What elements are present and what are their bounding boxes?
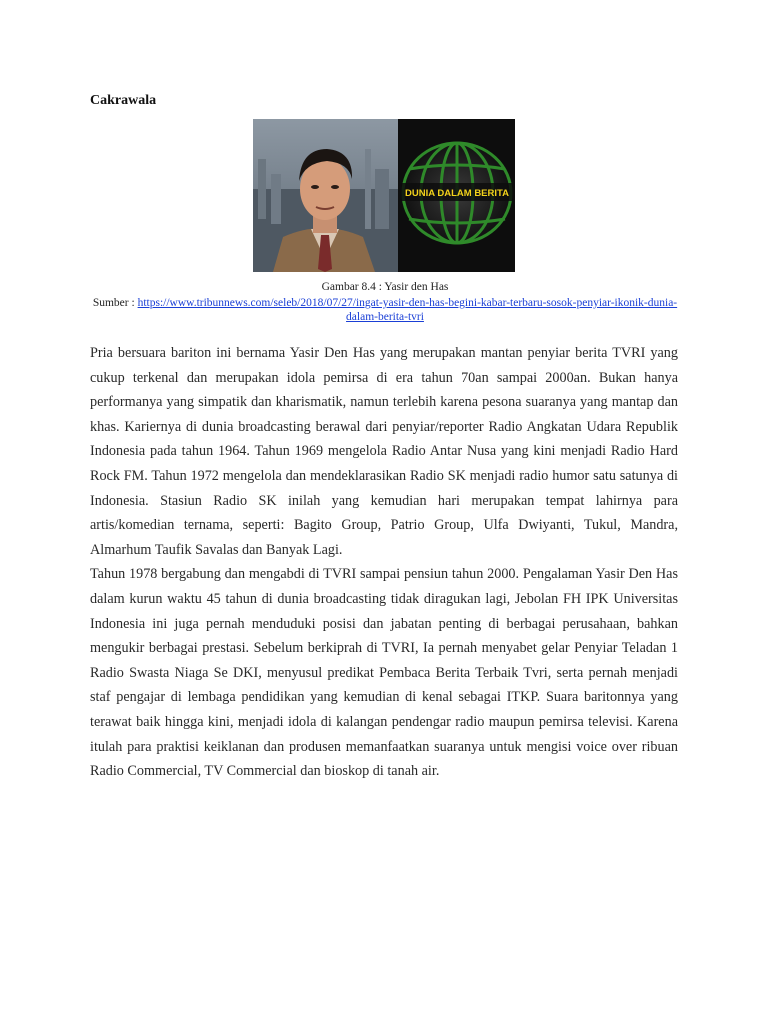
source-label: Sumber : [92, 297, 138, 309]
figure-caption: Gambar 8.4 : Yasir den Has [321, 281, 449, 293]
figure-image [253, 119, 515, 272]
source-link[interactable]: https://www.tribunnews.com/seleb/2018/07/27/ingat-yasir-den-has-begini-kabar-terbaru-sosok-penyiar-ikonik-dunia-dalam-berita-tvri [137, 297, 678, 323]
paragraph: Pria bersuara bariton ini bernama Yasir Den Has yang merupakan mantan penyiar berita TVRI yang cukup terkenal dan merupakan idola pemirsa di era tahun 70an sampai 2000an. Bukan hanya performanya yang simpatik dan kharismatik, namun terlebih karena pesona suaranya yang mantap dan khas. Kariernya di dunia broadcasting berawal dari penyiar/reporter Radio Angkatan Udara Republik Indonesia pada tahun 1964. Tahun 1969 mengelola Radio Antar Nusa yang kini menjadi Radio Hard Rock FM. Tahun 1972 mengelola dan mendeklarasikan Radio SK menjadi radio humor satu satunya di Indonesia. Stasiun Radio SK inilah yang kemudian hari merupakan tempat lahirnya para artis/komedian ternama, seperti: Bagito Group, Patrio Group, Ulfa Dwiyanti, Tukul, Mandra, Almarhum Taufik Savalas dan Banyak Lagi. [90, 345, 678, 558]
banner-text: DUNIA DALAM BERITA [405, 188, 509, 199]
paragraph: Tahun 1978 bergabung dan mengabdi di TVRI sampai pensiun tahun 2000. Pengalaman Yasir Den Has dalam kurun waktu 45 tahun di dunia broadcasting tidak diragukan lagi, Jebolan FH IPK Universitas Indonesia ini juga pernah menduduki posisi dan jabatan penting di berbagai perusahaan, bahkan mengukir berbagai prestasi. Sebelum berkiprah di TVRI, Ia pernah menyabet gelar Penyiar Teladan 1 Radio Swasta Niaga Se DKI, menyusul predikat Pembaca Berita Terbaik Tvri, serta pernah menjadi staf pengajar di lembaga pendidikan yang kemudian di kenal sebagai ITKP. Suara baritonnya yang terawat baik hingga kini, menjadi idola di kalangan pendengar radio maupun pemirsa televisi. Karena itulah para praktisi keiklanan dan produsen memanfaatkan suaranya untuk mengisi voice over ribuan Radio Commercial, TV Commercial dan bioskop di tanah air. [90, 566, 678, 780]
article-body [90, 341, 678, 784]
section-heading: Cakrawala [90, 93, 157, 108]
figure-source [90, 296, 680, 324]
yasir-den-has-photo [253, 119, 515, 272]
